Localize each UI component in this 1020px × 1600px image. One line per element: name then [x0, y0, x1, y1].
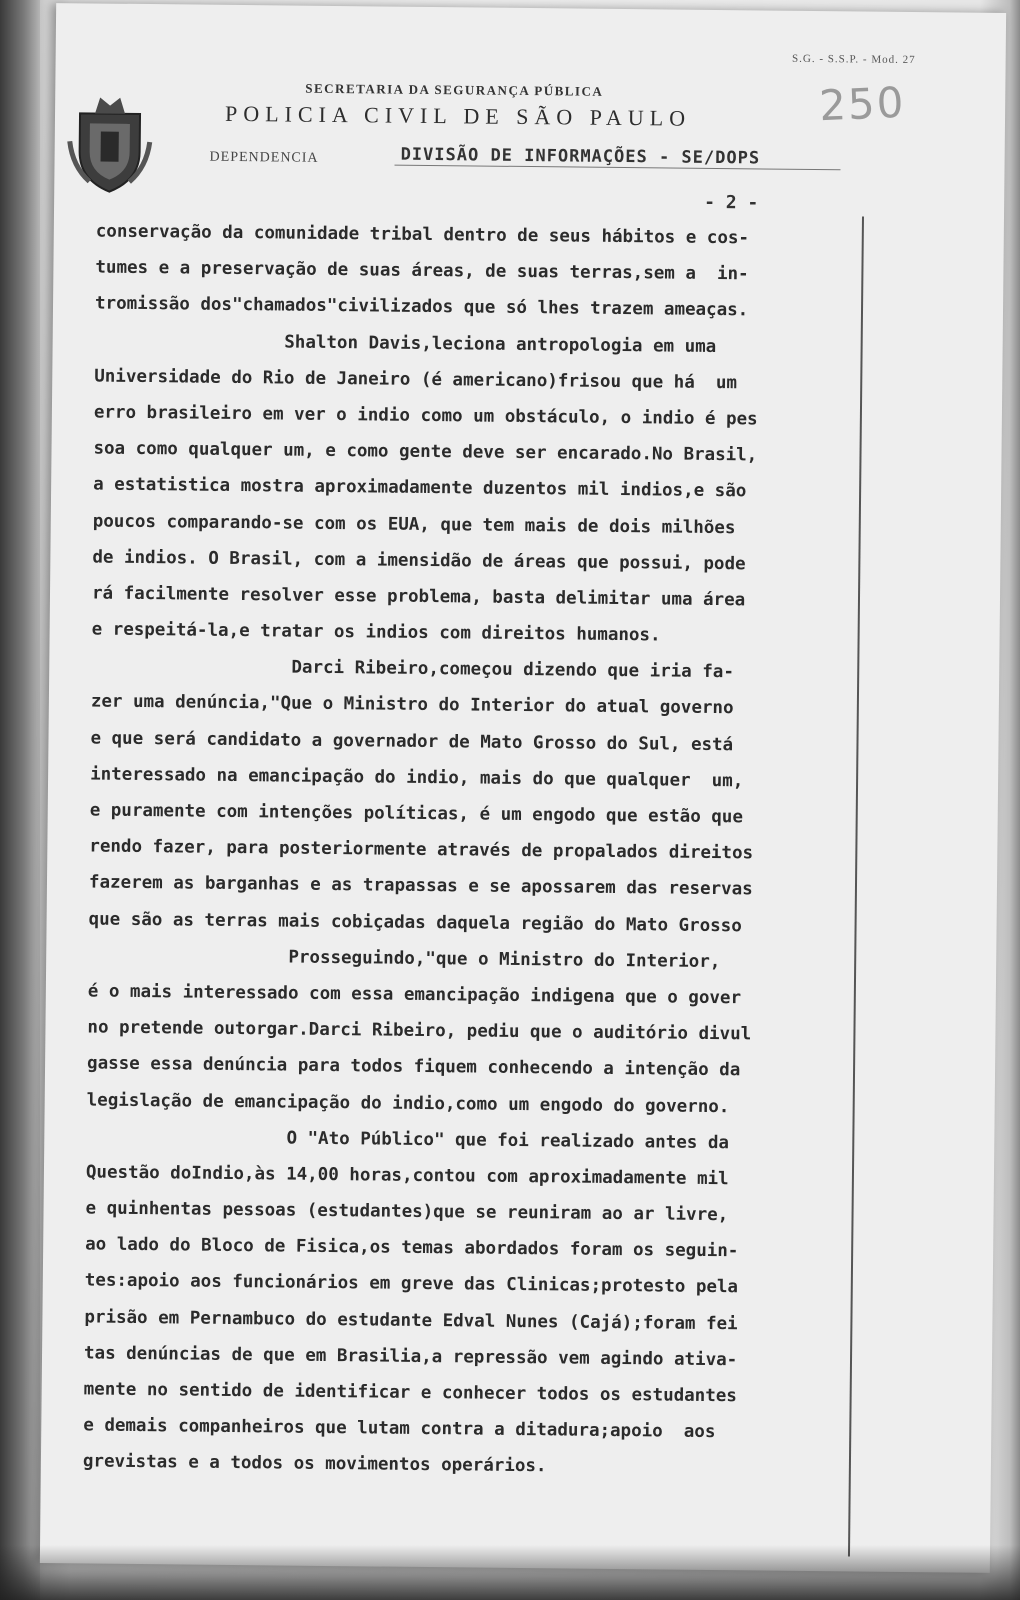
form-code: S.G. - S.S.P. - Mod. 27: [792, 52, 916, 67]
text-line: a estatistica mostra aproximadamente duzentos mil indios,e são: [93, 474, 747, 502]
coat-of-arms-icon: [64, 91, 155, 197]
text-line: tromissão dos"chamados"civilizados que só lhes trazem ameaças.: [94, 293, 749, 321]
text-line: é o mais interessado com essa emancipação indigena que o gover: [87, 981, 742, 1009]
text-line: ao lado do Bloco de Fisica,os temas abordados foram os seguin-: [85, 1234, 739, 1262]
text-line: tumes e a preservação de suas áreas, de suas terras,sem a in-: [95, 257, 749, 285]
document-page: [40, 3, 1006, 1573]
body-text: [83, 213, 896, 1488]
text-line: fazerem as barganhas e as trapassas e se apossarem das reservas: [88, 872, 753, 900]
text-line: poucos comparando-se com os EUA, que tem mais de dois milhões: [92, 510, 736, 538]
dependencia-value: DIVISÃO DE INFORMAÇÕES - SE/DOPS: [395, 145, 841, 171]
text-line: e puramente com intenções políticas, é um engodo que estão que: [89, 800, 744, 828]
text-line: Shalton Davis,leciona antropologia em uma: [94, 330, 717, 357]
text-line: interessado na emancipação do indio, mais do que qualquer um,: [90, 764, 744, 792]
text-line: rá facilmente resolver esse problema, basta delimitar uma área: [91, 583, 746, 611]
text-line: conservação da comunidade tribal dentro de seus hábitos e cos-: [95, 221, 750, 249]
text-line: que são as terras mais cobiçadas daquela região do Mato Grosso: [88, 909, 742, 936]
text-line: e respeitá-la,e tratar os indios com direitos humanos.: [91, 619, 661, 646]
dependencia-label: DEPENDENCIA: [209, 149, 319, 166]
text-line: e quinhentas pessoas (estudantes)que se reuniram ao ar livre,: [85, 1198, 729, 1226]
text-line: Darci Ribeiro,começou dizendo que iria fa-: [91, 655, 735, 683]
bottom-shadow: [0, 1545, 1020, 1600]
text-line: Prosseguindo,"que o Ministro do Interior,: [88, 945, 721, 972]
text-line: Universidade do Rio de Janeiro (é americano)frisou que há um: [94, 366, 738, 393]
text-line: no pretende outorgar.Darci Ribeiro, pediu que o auditório divul: [87, 1017, 752, 1045]
binder-edge: [0, 0, 40, 1600]
text-line: legislação de emancipação do indio,como um engodo do governo.: [86, 1089, 730, 1117]
text-line: O "Ato Público" que foi realizado antes da: [86, 1126, 730, 1153]
text-line: de indios. O Brasil, com a imensidão de áreas que possui, pode: [92, 547, 746, 575]
text-line: prisão em Pernambuco do estudante Edval Nunes (Cajá);foram fei: [84, 1307, 738, 1334]
page-number: - 2 -: [704, 191, 759, 214]
text-line: rendo fazer, para posteriormente através de propalados direitos: [89, 836, 754, 864]
text-line: Questão doIndio,às 14,00 horas,contou com aproximadamente mil: [85, 1162, 729, 1190]
text-line: e que será candidato a governador de Mato Grosso do Sul, está: [90, 728, 734, 755]
text-line: e demais companheiros que lutam contra a ditadura;apoio aos: [83, 1415, 716, 1443]
text-line: grevistas e a todos os movimentos operários.: [82, 1451, 547, 1477]
secretaria-heading: SECRETARIA DA SEGURANÇA PÚBLICA: [305, 80, 604, 99]
text-line: mente no sentido de identificar e conhecer todos os estudantes: [83, 1379, 737, 1407]
text-line: zer uma denúncia,"Que o Ministro do Interior do atual governo: [90, 691, 734, 719]
text-line: soa como qualquer um, e como gente deve ser encarado.No Brasil,: [93, 438, 758, 466]
text-line: tes:apoio aos funcionários em greve das Clinicas;protesto pela: [84, 1270, 739, 1298]
text-line: tas denúncias de que em Brasilia,a repressão vem agindo ativa-: [83, 1343, 738, 1371]
policia-heading: POLICIA CIVIL DE SÃO PAULO: [224, 100, 692, 131]
text-line: erro brasileiro em ver o indio como um obstáculo, o indio é pes: [93, 402, 758, 430]
text-line: gasse essa denúncia para todos fiquem conhecendo a intenção da: [86, 1053, 741, 1081]
handwritten-page-number: 250: [818, 77, 907, 131]
